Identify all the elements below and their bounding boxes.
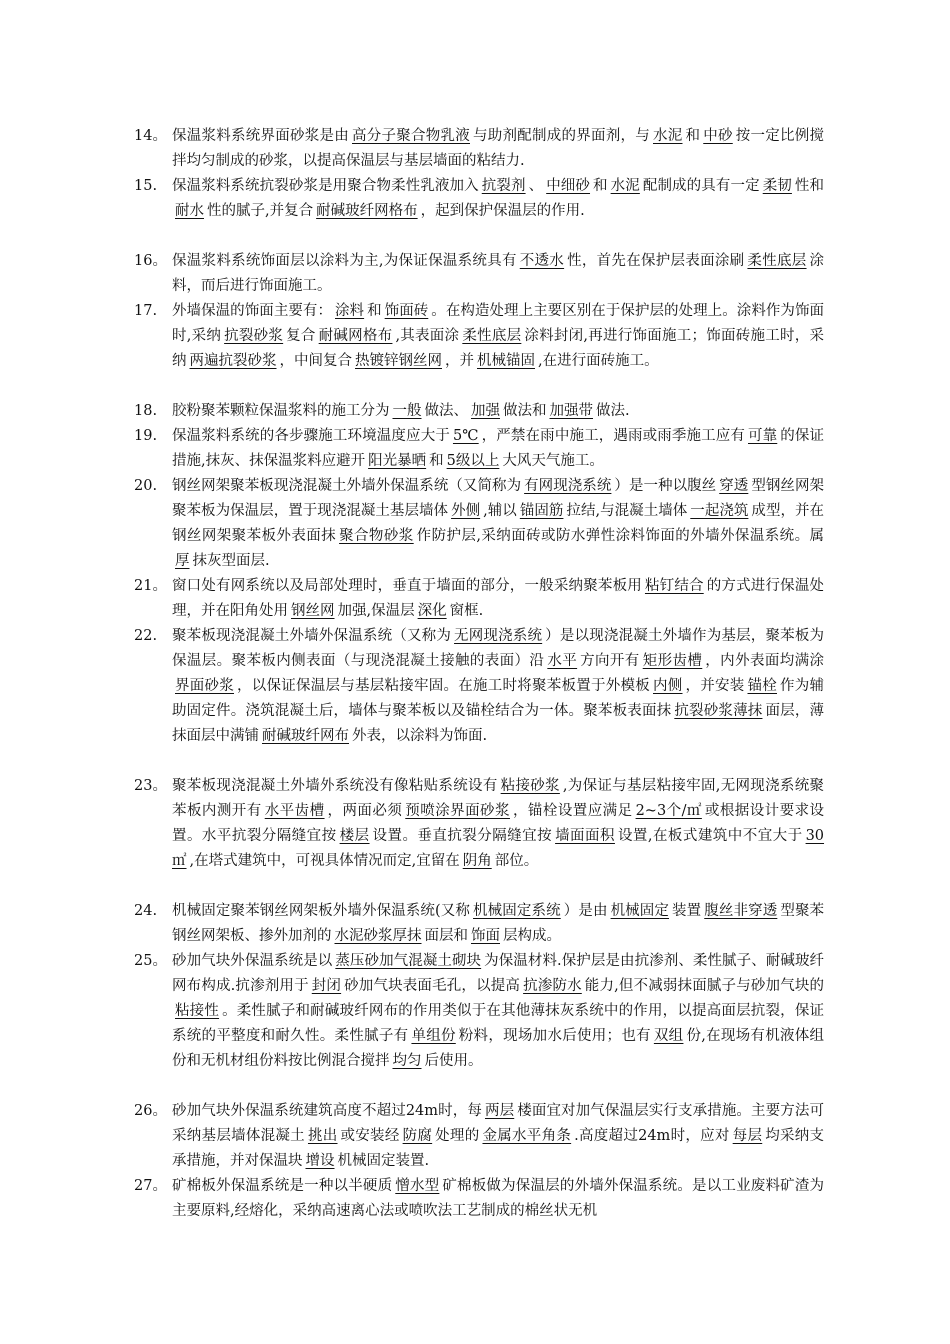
question-number: 20.	[134, 478, 158, 494]
text-run: 的保证措施,抹灰、抹保温浆料应避开	[172, 428, 825, 469]
question-number: 15.	[134, 178, 158, 194]
answer-blank: 内侧	[653, 678, 683, 694]
text-run: 的方式进行保温处理，并在阳角处用	[172, 578, 825, 619]
answer-blank: 饰面	[471, 928, 500, 944]
text-run: 部位。	[494, 853, 539, 869]
answer-blank: 防腐	[402, 1128, 433, 1144]
text-run: 份,在现场有机液体组份和无机材组份料按比例混合搅拌	[172, 1028, 825, 1069]
text-run: 做法和	[503, 403, 547, 419]
answer-blank: 加强	[471, 403, 500, 419]
answer-blank: 粘接性	[175, 1003, 220, 1019]
answer-blank: 耐碱玻纤网格布	[316, 203, 418, 219]
question-text	[172, 1174, 824, 1224]
answer-blank: 一起浇筑	[690, 503, 749, 519]
text-run: 保温浆料系统饰面层以涂料为主,为保证保温系统具有	[172, 253, 517, 269]
text-run: 与助剂配制成的界面剂，与	[473, 128, 650, 144]
question-item	[134, 1099, 824, 1174]
text-run: 均采纳支承措施，并对保温块	[172, 1128, 825, 1169]
answer-blank: 锚栓	[747, 678, 777, 694]
text-run: ,在进行面砖施工。	[538, 353, 659, 369]
answer-blank: 厚	[175, 553, 190, 569]
question-item	[134, 174, 824, 224]
question-item	[134, 899, 824, 949]
question-number: 27。	[134, 1178, 167, 1194]
question-text	[172, 624, 824, 749]
text-run: .高度超过24m时，应对	[574, 1128, 730, 1144]
text-run: 和	[685, 128, 701, 144]
text-run: 砂加气块外保温系统是以	[172, 953, 333, 969]
question-text	[172, 899, 824, 949]
answer-blank: 粘钉结合	[644, 578, 704, 594]
answer-blank: 柔韧	[762, 178, 792, 194]
answer-blank: 蒸压砂加气混凝土砌块	[335, 953, 482, 969]
text-run: 砂加气块表面毛孔，以提高	[344, 978, 521, 994]
text-run: 为保温材料.保护层是由抗渗剂、柔性腻子、耐碱玻纤网布构成.抗渗剂用于	[172, 953, 825, 994]
text-run: ，并安装	[685, 678, 745, 694]
question-number: 26。	[134, 1103, 167, 1119]
text-run: 设置,在板式建筑中不宜大于	[617, 828, 803, 844]
text-run: 外表，以涂料为饰面.	[352, 728, 488, 744]
text-run: ,在塔式建筑中，可视具体情况而定,宜留在	[189, 853, 460, 869]
text-run: 性和	[794, 178, 825, 194]
text-run: ，中间复合	[279, 353, 352, 369]
text-run: 加强,保温层	[337, 603, 415, 619]
text-run: 涂料，而后进行饰面施工。	[172, 253, 825, 294]
answer-blank: 挑出	[307, 1128, 338, 1144]
question-text	[172, 949, 824, 1074]
text-run: 大风天气施工。	[502, 453, 604, 469]
text-run: 。柔性腻子和耐碱玻纤网布的作用类似于在其他薄抹灰系统中的作用，以提高面层抗裂，保证系统的平整度和耐久性。柔性腻子有	[172, 1003, 825, 1044]
question-text	[172, 474, 824, 574]
text-run: 方向开有	[580, 653, 640, 669]
answer-blank: 水泥	[653, 128, 683, 144]
text-run: 胶粉聚苯颗粒保温浆料的施工分为	[172, 403, 390, 419]
answer-blank: 深化	[417, 603, 447, 619]
question-number: 24.	[134, 903, 158, 919]
text-run: 窗框.	[449, 603, 484, 619]
text-run: 保温浆料系统抗裂砂浆是用聚合物柔性乳液加入	[172, 178, 479, 194]
text-run: ，两面必须	[327, 803, 403, 819]
answer-blank: 抗渗防水	[523, 978, 582, 994]
text-run: 性，首先在保护层表面涂刷	[567, 253, 745, 269]
answer-blank: 增设	[305, 1153, 335, 1169]
text-run: 涂料封闭,再进行饰面施工；饰面砖施工时，采纳	[172, 328, 825, 369]
text-run: ，锚栓设置应满足	[512, 803, 633, 819]
answer-blank: 无网现浇系统	[454, 628, 543, 644]
text-run: 或根据设计要求设置。水平抗裂分隔缝宜按	[172, 803, 825, 844]
answer-blank: 阴角	[462, 853, 492, 869]
answer-blank: 锚固筋	[519, 503, 564, 519]
text-run: ,其表面涂	[395, 328, 460, 344]
text-run: 。在构造处理上主要区别在于保护层的处理上。涂料作为饰面时,采纳	[172, 303, 825, 344]
answer-blank: 两层	[484, 1103, 515, 1119]
question-number: 21。	[134, 578, 167, 594]
text-run: 钢丝网架聚苯板现浇混凝土外墙外保温系统（又简称为	[172, 478, 522, 494]
text-run: 保温浆料系统的各步骤施工环境温度应大于	[172, 428, 450, 444]
text-run: ，严禁在雨中施工，遇雨或雨季施工应有	[481, 428, 745, 444]
answer-blank: 单组份	[411, 1028, 456, 1044]
answer-blank: 粘接砂浆	[500, 778, 560, 794]
answer-blank: 30㎡	[172, 828, 825, 869]
text-run: 、	[528, 178, 544, 194]
question-text	[172, 1099, 824, 1174]
text-run: 砂加气块外保温系统建筑高度不超过24m时，每	[172, 1103, 482, 1119]
text-run: 做法、	[424, 403, 468, 419]
question-number: 22.	[134, 628, 158, 644]
text-run: 复合	[286, 328, 316, 344]
text-run: 作防护层,采纳面砖或防水弹性涂料饰面的外墙外保温系统。属	[416, 528, 825, 544]
text-run: 做法.	[596, 403, 630, 419]
answer-blank: 5级以上	[446, 453, 500, 469]
text-run: 机械固定装置.	[337, 1153, 430, 1169]
question-number: 16。	[134, 253, 167, 269]
question-text	[172, 399, 824, 424]
text-run: 外墙保温的饰面主要有：	[172, 303, 333, 319]
text-run: 面层，薄抹面层中满铺	[172, 703, 825, 744]
text-run: ）是由	[563, 903, 608, 919]
answer-blank: 外侧	[451, 503, 481, 519]
answer-blank: 腹丝非穿透	[704, 903, 778, 919]
answer-blank: 均匀	[392, 1053, 422, 1069]
answer-blank: 界面砂浆	[175, 678, 234, 694]
question-text	[172, 249, 824, 299]
answer-blank: 阳光暴晒	[368, 453, 427, 469]
answer-blank: 耐碱网格布	[318, 328, 393, 344]
text-run: 型钢丝网架聚苯板为保温层，置于现浇混凝土基层墙体	[172, 478, 825, 519]
question-number: 23。	[134, 778, 167, 794]
text-run: 和	[429, 453, 444, 469]
text-run: 配制成的具有一定	[642, 178, 760, 194]
answer-blank: 耐水	[175, 203, 204, 219]
question-number: 19.	[134, 428, 158, 444]
answer-blank: 封闭	[311, 978, 342, 994]
text-run: 设置。垂直抗裂分隔缝宜按	[372, 828, 553, 844]
question-item	[134, 624, 824, 749]
text-run: 窗口处有网系统以及局部处理时，垂直于墙面的部分，一般采纳聚苯板用	[172, 578, 642, 594]
answer-blank: 饰面砖	[384, 303, 429, 319]
answer-blank: 热镀锌钢丝网	[355, 353, 442, 369]
answer-blank: 有网现浇系统	[524, 478, 612, 494]
text-run: 成型，并在钢丝网架聚苯板外表面抹	[172, 503, 825, 544]
question-item	[134, 124, 824, 174]
answer-blank: 憎水型	[395, 1178, 440, 1194]
question-item	[134, 574, 824, 624]
question-text	[172, 574, 824, 624]
answer-blank: 抗裂砂浆薄抹	[674, 703, 763, 719]
question-item	[134, 399, 824, 424]
text-run: ，以保证保温层与基层粘接牢固。在施工时将聚苯板置于外模板	[237, 678, 650, 694]
text-run: 机械固定聚苯钢丝网架板外墙外保温系统(又称	[172, 903, 471, 919]
text-run: 聚苯板现浇混凝土外墙外保温系统（又称为	[172, 628, 452, 644]
text-run: ，内外表面均满涂	[705, 653, 825, 669]
answer-blank: 水泥	[610, 178, 640, 194]
question-text	[172, 124, 824, 174]
question-number: 14。	[134, 128, 167, 144]
answer-blank: 钢丝网	[291, 603, 335, 619]
answer-blank: 墙面面积	[555, 828, 615, 844]
question-number: 17.	[134, 303, 158, 319]
question-item	[134, 424, 824, 474]
answer-blank: 机械固定	[610, 903, 670, 919]
answer-blank: 穿透	[719, 478, 749, 494]
answer-blank: 加强带	[549, 403, 593, 419]
text-run: 和	[367, 303, 382, 319]
text-run: 聚苯板现浇混凝土外墙外系统没有像粘贴系统设有	[172, 778, 498, 794]
text-run: 层构成。	[503, 928, 561, 944]
answer-blank: 中细砂	[546, 178, 591, 194]
text-run: 处理的	[435, 1128, 480, 1144]
text-run: 拉结,与混凝土墙体	[566, 503, 688, 519]
question-item	[134, 949, 824, 1074]
text-run: 能力,但不减弱抹面腻子与砂加气块的	[584, 978, 825, 994]
text-run: 面层和	[424, 928, 468, 944]
answer-blank: 涂料	[335, 303, 365, 319]
question-item	[134, 474, 824, 574]
answer-blank: 楼层	[339, 828, 370, 844]
text-run: 保温浆料系统界面砂浆是由	[172, 128, 349, 144]
text-run: 矿棉板做为保温层的外墙外保温系统。是以工业废料矿渣为主要原料,经熔化，采纳高速离心法或喷吹法工艺制成的棉丝状无机	[172, 1178, 825, 1219]
question-text	[172, 424, 824, 474]
answer-blank: 水平	[547, 653, 578, 669]
answer-blank: 一般	[392, 403, 422, 419]
question-text	[172, 174, 824, 224]
answer-blank: 预喷涂界面砂浆	[405, 803, 510, 819]
text-run: 性的腻子,并复合	[207, 203, 314, 219]
question-item	[134, 249, 824, 299]
text-run: 和	[593, 178, 608, 194]
answer-blank: 中砂	[703, 128, 733, 144]
answer-blank: 2~3个/㎡	[635, 803, 702, 819]
question-item	[134, 774, 824, 874]
text-run: 矿棉板外保温系统是一种以半硬质	[172, 1178, 393, 1194]
text-run: ，起到保护保温层的作用.	[420, 203, 585, 219]
text-run: ,辅以	[483, 503, 517, 519]
answer-blank: 机械锚固	[477, 353, 535, 369]
text-run: 楼面宜对加气保温层实行支承措施。主要方法可采纳基层墙体混凝土	[172, 1103, 825, 1144]
answer-blank: 不透水	[519, 253, 565, 269]
answer-blank: 聚合物砂浆	[339, 528, 414, 544]
question-item	[134, 1174, 824, 1224]
answer-blank: 两遍抗裂砂浆	[189, 353, 277, 369]
answer-blank: 柔性底层	[462, 328, 522, 344]
text-run: 粉料，现场加水后使用；也有	[458, 1028, 651, 1044]
text-run: ）是以现浇混凝土外墙作为基层，聚苯板为保温层。聚苯板内侧表面（与现浇混凝土接触的表面）沿	[172, 628, 825, 669]
question-text	[172, 774, 824, 874]
answer-blank: 高分子聚合物乳液	[352, 128, 470, 144]
text-run: ）是一种以腹丝	[614, 478, 717, 494]
answer-blank: 水泥砂浆厚抹	[334, 928, 422, 944]
answer-blank: 矩形齿槽	[642, 653, 703, 669]
answer-blank: 抗裂砂浆	[224, 328, 284, 344]
answer-blank: 双组	[653, 1028, 684, 1044]
text-run: 或安装经	[340, 1128, 400, 1144]
question-number: 18.	[134, 403, 158, 419]
question-text	[172, 299, 824, 374]
text-run: 作为辅助固定件。浇筑混凝土后，墙体与聚苯板以及锚栓结合为一体。聚苯板表面抹	[172, 678, 824, 719]
answer-blank: 5℃	[452, 428, 479, 444]
answer-blank: 柔性底层	[747, 253, 807, 269]
text-run: 装置	[672, 903, 702, 919]
answer-blank: 金属水平角条	[482, 1128, 572, 1144]
answer-blank: 每层	[732, 1128, 763, 1144]
text-run: 抹灰型面层.	[192, 553, 270, 569]
question-item	[134, 299, 824, 374]
text-run: 后使用。	[424, 1053, 483, 1069]
text-run: 型聚苯钢丝网架板、掺外加剂的	[172, 903, 825, 944]
answer-blank: 耐碱玻纤网布	[262, 728, 349, 744]
answer-blank: 可靠	[748, 428, 778, 444]
text-run: ，并	[445, 353, 474, 369]
answer-blank: 抗裂剂	[481, 178, 526, 194]
answer-blank: 机械固定系统	[473, 903, 561, 919]
text-run: ,为保证与基层粘接牢固,无网现浇系统聚苯板内测开有	[172, 778, 825, 819]
question-number: 25。	[134, 953, 167, 969]
text-run: 按一定比例搅拌均匀制成的砂浆，以提高保温层与基层墙面的粘结力.	[172, 128, 824, 169]
answer-blank: 水平齿槽	[264, 803, 325, 819]
